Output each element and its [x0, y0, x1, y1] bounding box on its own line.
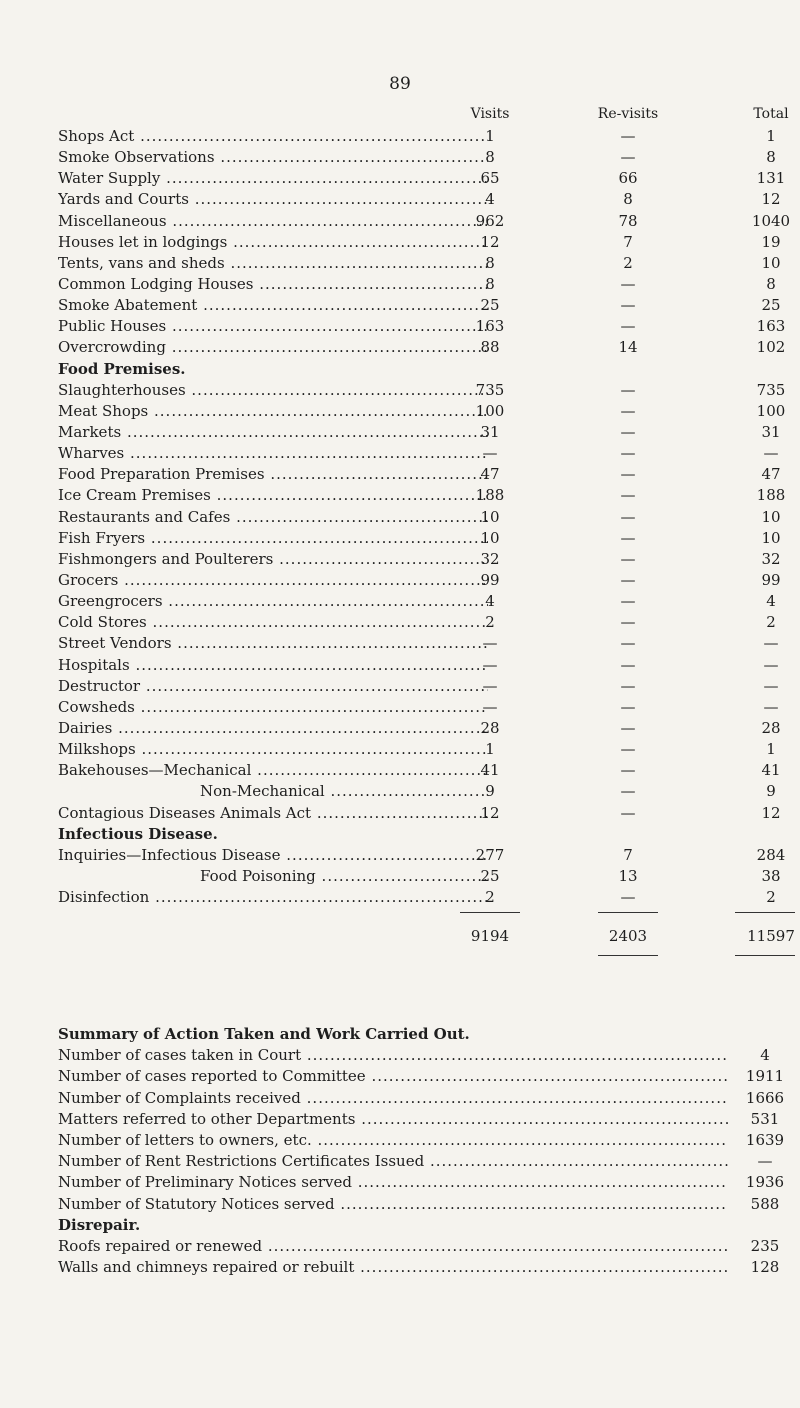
- row-visits: 277: [475, 845, 505, 864]
- row-total: 284: [756, 845, 786, 864]
- row-revisits: —: [620, 422, 636, 441]
- row-revisits: —: [620, 528, 636, 547]
- summary-heading: Summary of Action Taken and Work Carried Out.: [58, 1025, 470, 1043]
- summary-item-value: 1639: [745, 1130, 785, 1149]
- table-row: [0, 464, 800, 485]
- row-visits: 100: [475, 401, 505, 420]
- disrepair-items: [0, 1236, 800, 1278]
- row-visits: 188: [475, 486, 505, 505]
- row-total: —: [763, 697, 779, 716]
- row-visits: 88: [480, 338, 500, 357]
- row-label: Contagious Diseases Animals Act .....: [58, 803, 488, 824]
- table-row: [0, 380, 800, 401]
- row-visits: 12: [480, 232, 500, 251]
- row-total: 47: [761, 465, 781, 484]
- section-heading: [0, 359, 800, 380]
- row-visits: 10: [480, 507, 500, 526]
- row-visits: 163: [475, 317, 505, 336]
- row-label: Water Supply .....: [58, 168, 488, 189]
- row-revisits: —: [620, 465, 636, 484]
- row-total: 4: [766, 592, 776, 611]
- row-total: 10: [761, 507, 781, 526]
- disrepair-heading: Disrepair.: [58, 1215, 141, 1234]
- row-visits: 4: [485, 190, 495, 209]
- table-row: [0, 803, 800, 824]
- summary-item: [0, 1236, 800, 1257]
- table-row: [0, 570, 800, 591]
- totals-underline-total: [735, 955, 795, 956]
- row-visits: 8: [485, 253, 495, 272]
- summary-item: [0, 1194, 800, 1215]
- row-label: Common Lodging Houses .....: [58, 274, 488, 295]
- row-label: Infectious Disease.: [58, 824, 218, 843]
- row-visits: 4: [485, 592, 495, 611]
- summary-item-label: Number of Statutory Notices served .....: [58, 1194, 728, 1215]
- row-revisits: 7: [623, 232, 633, 251]
- row-revisits: —: [620, 486, 636, 505]
- table-row: [0, 718, 800, 739]
- summary-item-label: Matters referred to other Departments .....: [58, 1109, 728, 1130]
- row-visits: —: [482, 676, 498, 695]
- summary-item-value: 1666: [745, 1088, 785, 1107]
- row-total: 735: [756, 380, 786, 399]
- summary-item-value: 531: [750, 1109, 780, 1128]
- row-label: Food Poisoning .....: [200, 866, 488, 887]
- table-row: [0, 866, 800, 887]
- row-visits: 8: [485, 274, 495, 293]
- row-revisits: —: [620, 655, 636, 674]
- row-visits: 47: [480, 465, 500, 484]
- table-row: [0, 337, 800, 358]
- row-revisits: —: [620, 570, 636, 589]
- row-revisits: 8: [623, 190, 633, 209]
- totals-rule-visits: [460, 912, 520, 913]
- row-total: 41: [761, 761, 781, 780]
- row-label: Food Premises.: [58, 359, 186, 378]
- row-total: 32: [761, 549, 781, 568]
- row-revisits: 7: [623, 845, 633, 864]
- row-revisits: —: [620, 782, 636, 801]
- table-row: [0, 485, 800, 506]
- row-revisits: —: [620, 718, 636, 737]
- row-revisits: 13: [618, 866, 638, 885]
- summary-items: [0, 1045, 800, 1215]
- summary-item-label: Number of cases taken in Court .....: [58, 1045, 728, 1066]
- row-label: Disinfection .....: [58, 887, 488, 908]
- row-label: Wharves .....: [58, 443, 488, 464]
- row-label: Grocers .....: [58, 570, 488, 591]
- row-visits: 12: [480, 803, 500, 822]
- row-total: 188: [756, 486, 786, 505]
- summary-item: [0, 1151, 800, 1172]
- row-visits: —: [482, 634, 498, 653]
- summary-item: [0, 1109, 800, 1130]
- totals-underline-revisits: [598, 955, 658, 956]
- summary-item: [0, 1066, 800, 1087]
- row-visits: 10: [480, 528, 500, 547]
- row-total: —: [763, 676, 779, 695]
- row-revisits: —: [620, 697, 636, 716]
- row-visits: 8: [485, 148, 495, 167]
- summary-item: [0, 1130, 800, 1151]
- row-label: Meat Shops .....: [58, 401, 488, 422]
- row-label: Smoke Observations .....: [58, 147, 488, 168]
- row-total: 1: [766, 740, 776, 759]
- row-total: 12: [761, 190, 781, 209]
- row-total: 1: [766, 127, 776, 145]
- row-label: Street Vendors .....: [58, 633, 488, 654]
- summary-item-value: 1911: [745, 1067, 785, 1086]
- summary-item-value: 128: [750, 1258, 780, 1277]
- row-label: Slaughterhouses .....: [58, 380, 488, 401]
- table-row: [0, 211, 800, 232]
- table-row: [0, 232, 800, 253]
- table-row: [0, 401, 800, 422]
- summary-item: [0, 1045, 800, 1066]
- total-visits: 9194: [470, 927, 510, 945]
- summary-item-label: Number of cases reported to Committee .....: [58, 1066, 728, 1087]
- row-total: 12: [761, 803, 781, 822]
- row-label: Bakehouses—Mechanical .....: [58, 760, 488, 781]
- row-revisits: 2: [623, 253, 633, 272]
- row-revisits: —: [620, 888, 636, 907]
- table-row: [0, 845, 800, 866]
- summary-item: [0, 1088, 800, 1109]
- row-revisits: —: [620, 803, 636, 822]
- row-revisits: —: [620, 274, 636, 293]
- table-row: [0, 295, 800, 316]
- row-visits: 2: [485, 613, 495, 632]
- row-label: Yards and Courts .....: [58, 189, 488, 210]
- row-revisits: —: [620, 507, 636, 526]
- row-total: 8: [766, 274, 776, 293]
- row-label: Cold Stores .....: [58, 612, 488, 633]
- column-headers: [0, 106, 800, 126]
- row-label: Dairies .....: [58, 718, 488, 739]
- summary-item-label: Roofs repaired or renewed .....: [58, 1236, 728, 1257]
- summary-item-value: 235: [750, 1236, 780, 1255]
- row-visits: 9: [485, 782, 495, 801]
- row-visits: 41: [480, 761, 500, 780]
- row-label: Fish Fryers .....: [58, 528, 488, 549]
- row-revisits: —: [620, 613, 636, 632]
- summary-item-value: 1936: [745, 1173, 785, 1192]
- table-row: [0, 168, 800, 189]
- row-total: 131: [756, 169, 786, 188]
- row-revisits: —: [620, 401, 636, 420]
- table-row: [0, 316, 800, 337]
- table-row: [0, 739, 800, 760]
- row-total: 10: [761, 253, 781, 272]
- visits-table: [0, 126, 800, 908]
- row-total: 31: [761, 422, 781, 441]
- table-row: [0, 760, 800, 781]
- row-label: Public Houses .....: [58, 316, 488, 337]
- row-visits: 31: [480, 422, 500, 441]
- row-visits: 962: [475, 211, 505, 230]
- summary-item-value: 4: [760, 1046, 770, 1065]
- row-total: 102: [756, 338, 786, 357]
- summary-item-label: Walls and chimneys repaired or rebuilt .....: [58, 1257, 728, 1278]
- totals-rule-revisits: [598, 912, 658, 913]
- row-label: Fishmongers and Poulterers .....: [58, 549, 488, 570]
- row-label: Destructor .....: [58, 676, 488, 697]
- row-visits: 28: [480, 718, 500, 737]
- total-total: 11597: [747, 927, 795, 945]
- table-row: [0, 781, 800, 802]
- table-row: [0, 591, 800, 612]
- row-revisits: —: [620, 380, 636, 399]
- table-row: [0, 697, 800, 718]
- row-total: 28: [761, 718, 781, 737]
- row-total: —: [763, 634, 779, 653]
- row-total: 163: [756, 317, 786, 336]
- row-label: Ice Cream Premises .....: [58, 485, 488, 506]
- row-label: Cowsheds .....: [58, 697, 488, 718]
- table-row: [0, 612, 800, 633]
- row-revisits: —: [620, 296, 636, 315]
- row-label: Hospitals .....: [58, 655, 488, 676]
- table-row: [0, 274, 800, 295]
- summary-item: [0, 1172, 800, 1193]
- totals-rule-total: [735, 912, 795, 913]
- row-label: Markets .....: [58, 422, 488, 443]
- total-revisits: 2403: [608, 927, 648, 945]
- summary-item-label: Number of Preliminary Notices served .....: [58, 1172, 728, 1193]
- row-label: Smoke Abatement .....: [58, 295, 488, 316]
- table-row: [0, 528, 800, 549]
- row-revisits: —: [620, 444, 636, 463]
- table-row: [0, 633, 800, 654]
- table-row: [0, 443, 800, 464]
- summary-item-label: Number of Rent Restrictions Certificates Issued .....: [58, 1151, 728, 1172]
- table-row: [0, 253, 800, 274]
- row-label: Inquiries—Infectious Disease .....: [58, 845, 488, 866]
- table-row: [0, 507, 800, 528]
- row-revisits: —: [620, 761, 636, 780]
- page-number: 89: [389, 74, 411, 94]
- row-revisits: 14: [618, 338, 638, 357]
- row-label: Greengrocers .....: [58, 591, 488, 612]
- summary-item: [0, 1257, 800, 1278]
- row-label: Tents, vans and sheds .....: [58, 253, 488, 274]
- row-visits: 25: [480, 296, 500, 315]
- row-total: 10: [761, 528, 781, 547]
- table-row: [0, 422, 800, 443]
- row-total: 38: [761, 866, 781, 885]
- header-visits: Visits: [470, 106, 510, 122]
- row-visits: 2: [485, 888, 495, 907]
- row-total: 19: [761, 232, 781, 251]
- table-row: [0, 147, 800, 168]
- table-row: [0, 189, 800, 210]
- row-total: 9: [766, 782, 776, 801]
- row-label: Overcrowding .....: [58, 337, 488, 358]
- row-revisits: —: [620, 634, 636, 653]
- row-visits: 1: [485, 127, 495, 145]
- row-label: Non-Mechanical .....: [200, 781, 488, 802]
- header-total: Total: [753, 106, 789, 122]
- row-visits: 25: [480, 866, 500, 885]
- row-total: —: [763, 444, 779, 463]
- row-label: Shops Act .....: [58, 126, 488, 147]
- row-revisits: —: [620, 549, 636, 568]
- table-row: [0, 676, 800, 697]
- row-total: 99: [761, 570, 781, 589]
- row-visits: 32: [480, 549, 500, 568]
- table-row: [0, 126, 800, 147]
- row-revisits: 66: [618, 169, 638, 188]
- section-heading: [0, 824, 800, 845]
- row-visits: —: [482, 655, 498, 674]
- row-visits: —: [482, 444, 498, 463]
- row-revisits: —: [620, 127, 636, 145]
- row-label: Restaurants and Cafes .....: [58, 507, 488, 528]
- row-label: Miscellaneous .....: [58, 211, 488, 232]
- row-total: 25: [761, 296, 781, 315]
- summary-item-label: Number of Complaints received .....: [58, 1088, 728, 1109]
- row-visits: —: [482, 697, 498, 716]
- row-revisits: —: [620, 592, 636, 611]
- summary-item-value: —: [757, 1152, 773, 1171]
- row-total: 100: [756, 401, 786, 420]
- row-total: 1040: [751, 211, 791, 230]
- row-visits: 1: [485, 740, 495, 759]
- row-total: —: [763, 655, 779, 674]
- table-row: [0, 549, 800, 570]
- totals-row: [0, 926, 800, 947]
- row-label: Milkshops .....: [58, 739, 488, 760]
- summary-item-value: 588: [750, 1194, 780, 1213]
- table-row: [0, 655, 800, 676]
- row-revisits: —: [620, 676, 636, 695]
- row-total: 2: [766, 613, 776, 632]
- summary-section: [0, 1024, 800, 1278]
- summary-item-label: Number of letters to owners, etc. .....: [58, 1130, 728, 1151]
- row-total: 8: [766, 148, 776, 167]
- row-revisits: —: [620, 740, 636, 759]
- row-total: 2: [766, 888, 776, 907]
- row-revisits: —: [620, 148, 636, 167]
- row-visits: 99: [480, 570, 500, 589]
- row-revisits: —: [620, 317, 636, 336]
- row-revisits: 78: [618, 211, 638, 230]
- table-row: [0, 887, 800, 908]
- row-label: Houses let in lodgings .....: [58, 232, 488, 253]
- row-visits: 735: [475, 380, 505, 399]
- row-label: Food Preparation Premises .....: [58, 464, 488, 485]
- row-visits: 65: [480, 169, 500, 188]
- header-revisits: Re-visits: [597, 106, 659, 122]
